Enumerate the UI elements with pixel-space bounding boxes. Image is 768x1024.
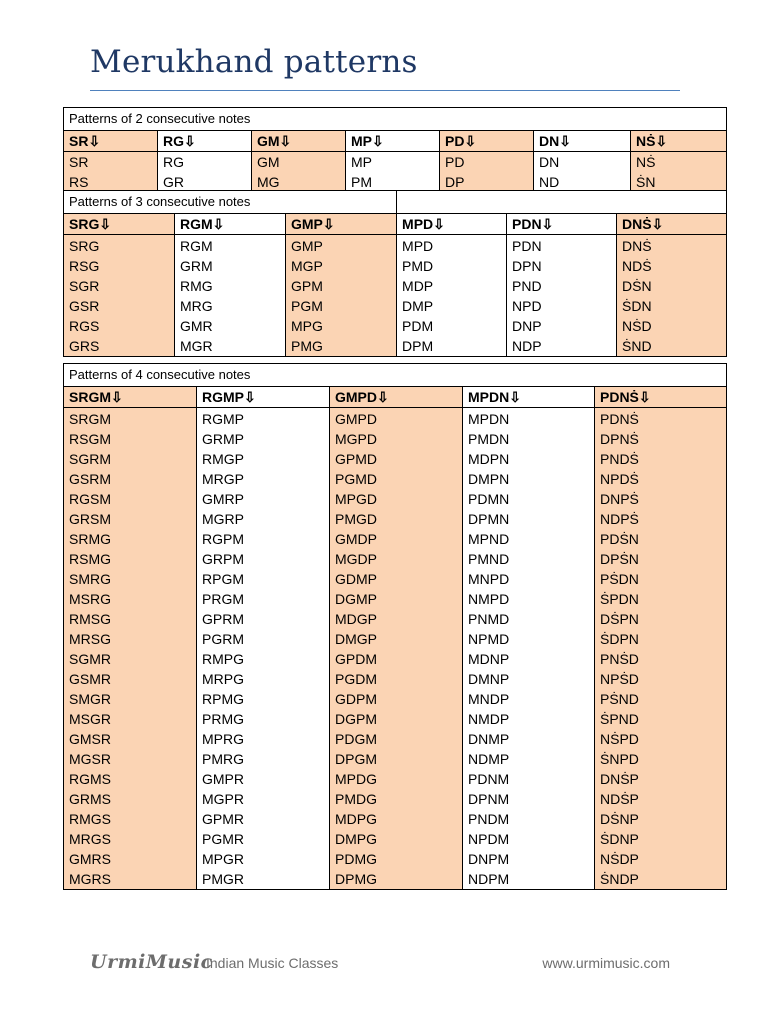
pattern-cell: GRS [69, 338, 100, 354]
pattern-cell: MGDP [335, 551, 377, 567]
pattern-cell: GRSM [69, 511, 111, 527]
pattern-column [534, 152, 631, 193]
pattern-cell: PDGM [335, 731, 377, 747]
pattern-cell: DN [539, 154, 560, 170]
pattern-cell: ṠN [636, 174, 656, 190]
pattern-cell: DNṠP [600, 771, 639, 787]
pattern-cell: MRG [180, 298, 213, 314]
pattern-cell: MRGS [69, 831, 111, 847]
pattern-cell: PMRG [202, 751, 244, 767]
pattern-cell: RG [163, 154, 184, 170]
pattern-cell: GDPM [335, 691, 377, 707]
column-header: RGM⇩ [175, 214, 286, 235]
column-header: RGMP⇩ [197, 387, 330, 408]
pattern-cell: DṠPN [600, 611, 639, 627]
pattern-column [440, 152, 534, 193]
pattern-cell: GSMR [69, 671, 111, 687]
pattern-cell: GR [163, 174, 184, 190]
pattern-column [595, 408, 727, 890]
pattern-cell: SMGR [69, 691, 111, 707]
pattern-cell: DPMG [335, 871, 377, 887]
pattern-cell: MGP [291, 258, 323, 274]
pattern-cell: PRGM [202, 591, 244, 607]
pattern-column [286, 235, 397, 357]
pattern-cell: PNMD [468, 611, 510, 627]
pattern-cell: GMPD [335, 411, 377, 427]
pattern-cell: PDNM [468, 771, 510, 787]
pattern-cell: DP [445, 174, 465, 190]
pattern-cell: DMNP [468, 671, 510, 687]
pattern-cell: ṠNDP [600, 871, 639, 887]
pattern-cell: GMP [291, 238, 323, 254]
pattern-cell: DṠN [622, 278, 652, 294]
pattern-cell: PGM [291, 298, 323, 314]
pattern-cell: MPDG [335, 771, 377, 787]
table-caption: Patterns of 4 consecutive notes [64, 364, 727, 387]
column-header: SRG⇩ [64, 214, 175, 235]
pattern-cell: NDMP [468, 751, 510, 767]
pattern-cell: MRGP [202, 471, 244, 487]
pattern-cell: GSRM [69, 471, 111, 487]
pattern-cell: NDṠP [600, 791, 639, 807]
pattern-cell: PGMR [202, 831, 244, 847]
pattern-cell: PDM [402, 318, 434, 334]
pattern-cell: RS [69, 174, 89, 190]
pattern-cell: PGDM [335, 671, 377, 687]
pattern-column [330, 408, 463, 890]
pattern-cell: PDNṠ [600, 411, 639, 427]
pattern-cell: NDPṠ [600, 511, 639, 527]
pattern-column [631, 152, 727, 193]
pattern-cell: ṠPDN [600, 591, 639, 607]
pattern-cell: GMRS [69, 851, 111, 867]
table-caption: Patterns of 3 consecutive notes [64, 191, 397, 214]
pattern-cell: RGM [180, 238, 213, 254]
pattern-cell: RGMP [202, 411, 244, 427]
pattern-cell: SRGM [69, 411, 111, 427]
pattern-column [617, 235, 727, 357]
pattern-cell: MGRP [202, 511, 244, 527]
pattern-cell: NṠDP [600, 851, 639, 867]
pattern-column [64, 408, 197, 890]
pattern-cell: ṠDNP [600, 831, 639, 847]
pattern-cell: DGPM [335, 711, 377, 727]
pattern-cell: DPM [402, 338, 434, 354]
pattern-cell: RMG [180, 278, 213, 294]
pattern-cell: PDṠN [600, 531, 639, 547]
pattern-cell: NDṠ [622, 258, 652, 274]
pattern-column [158, 152, 252, 193]
pattern-cell: DGMP [335, 591, 377, 607]
pattern-cell: PNDM [468, 811, 510, 827]
pattern-cell: MPND [468, 531, 510, 547]
pattern-column [346, 152, 440, 193]
column-header: SR⇩ [64, 131, 158, 152]
pattern-column [175, 235, 286, 357]
pattern-cell: DPNṠ [600, 431, 639, 447]
page-title: Merukhand patterns [90, 44, 418, 80]
pattern-cell: DPMN [468, 511, 510, 527]
pattern-cell: GDMP [335, 571, 377, 587]
pattern-cell: MNPD [468, 571, 510, 587]
pattern-cell: MRPG [202, 671, 244, 687]
column-header: PDNṠ⇩ [595, 387, 727, 408]
pattern-column [252, 152, 346, 193]
pattern-cell: RPGM [202, 571, 244, 587]
pattern-cell: RSG [69, 258, 100, 274]
pattern-cell: GSR [69, 298, 100, 314]
pattern-cell: NPDM [468, 831, 510, 847]
pattern-cell: MPGR [202, 851, 244, 867]
pattern-cell: NṠ [636, 154, 656, 170]
pattern-cell: DPNM [468, 791, 510, 807]
pattern-cell: ṠPND [600, 711, 639, 727]
pattern-cell: DMPG [335, 831, 377, 847]
column-header: MP⇩ [346, 131, 440, 152]
pattern-cell: PD [445, 154, 465, 170]
column-header: PD⇩ [440, 131, 534, 152]
pattern-cell: RSGM [69, 431, 111, 447]
pattern-cell: MSRG [69, 591, 111, 607]
pattern-cell: PGMD [335, 471, 377, 487]
pattern-cell: RMGP [202, 451, 244, 467]
pattern-cell: DNPṠ [600, 491, 639, 507]
pattern-cell: DMPN [468, 471, 510, 487]
pattern-cell: NMDP [468, 711, 510, 727]
pattern-cell: DPN [512, 258, 542, 274]
pattern-cell: MGR [180, 338, 213, 354]
pattern-cell: MG [257, 174, 280, 190]
pattern-cell: PNṠD [600, 651, 639, 667]
pattern-cell: MGRS [69, 871, 111, 887]
pattern-cell: GM [257, 154, 280, 170]
pattern-cell: SGMR [69, 651, 111, 667]
pattern-cell: PNDṠ [600, 451, 639, 467]
pattern-cell: MPRG [202, 731, 244, 747]
pattern-cell: DNMP [468, 731, 510, 747]
pattern-cell: MPD [402, 238, 434, 254]
pattern-cell: NṠD [622, 318, 652, 334]
pattern-cell: DNPM [468, 851, 510, 867]
pattern-cell: DṠNP [600, 811, 639, 827]
pattern-cell: NṠPD [600, 731, 639, 747]
pattern-cell: RGSM [69, 491, 111, 507]
pattern-cell: GMPR [202, 771, 244, 787]
column-header: RG⇩ [158, 131, 252, 152]
pattern-cell: DPGM [335, 751, 377, 767]
pattern-cell: PMG [291, 338, 323, 354]
footer-subtitle: Indian Music Classes [206, 955, 339, 971]
pattern-cell: DPṠN [600, 551, 639, 567]
pattern-cell: DNṠ [622, 238, 652, 254]
pattern-cell: GRMP [202, 431, 244, 447]
column-header: PDN⇩ [507, 214, 617, 235]
title-divider [90, 90, 680, 91]
pattern-cell: MP [351, 154, 372, 170]
pattern-cell: MNDP [468, 691, 510, 707]
pattern-cell: MGSR [69, 751, 111, 767]
column-header: GMPD⇩ [330, 387, 463, 408]
pattern-cell: SRMG [69, 531, 111, 547]
pattern-cell: PṠND [600, 691, 639, 707]
pattern-cell: GPMD [335, 451, 377, 467]
pattern-cell: RSMG [69, 551, 111, 567]
pattern-cell: PM [351, 174, 372, 190]
pattern-column [197, 408, 330, 890]
pattern-cell: ṠDPN [600, 631, 639, 647]
column-header: MPD⇩ [397, 214, 507, 235]
pattern-cell: PMDG [335, 791, 377, 807]
column-header: MPDN⇩ [463, 387, 595, 408]
two-note-pattern-table [63, 107, 727, 193]
pattern-cell: NPMD [468, 631, 510, 647]
pattern-cell: NDP [512, 338, 542, 354]
pattern-cell: GRMS [69, 791, 111, 807]
pattern-cell: SGR [69, 278, 100, 294]
pattern-cell: PMDN [468, 431, 510, 447]
pattern-cell: GRM [180, 258, 213, 274]
pattern-column [397, 235, 507, 357]
pattern-cell: DNP [512, 318, 542, 334]
pattern-cell: RGPM [202, 531, 244, 547]
pattern-cell: RMSG [69, 611, 111, 627]
pattern-cell: RGMS [69, 771, 111, 787]
pattern-cell: ṠNPD [600, 751, 639, 767]
three-note-pattern-table [63, 190, 727, 357]
pattern-cell: NPDṠ [600, 471, 639, 487]
pattern-cell: GMDP [335, 531, 377, 547]
brand-logo: UrmiMusic [90, 951, 213, 973]
pattern-cell: MDP [402, 278, 434, 294]
pattern-cell: GMR [180, 318, 213, 334]
pattern-column [64, 152, 158, 193]
pattern-cell: MPDN [468, 411, 510, 427]
pattern-cell: PMGR [202, 871, 244, 887]
pattern-cell: ṠDN [622, 298, 652, 314]
pattern-cell: NPṠD [600, 671, 639, 687]
pattern-cell: SMRG [69, 571, 111, 587]
column-header: SRGM⇩ [64, 387, 197, 408]
pattern-cell: MDNP [468, 651, 510, 667]
four-note-pattern-table [63, 363, 727, 890]
pattern-cell: MGPR [202, 791, 244, 807]
pattern-cell: RGS [69, 318, 100, 334]
pattern-cell: MRSG [69, 631, 111, 647]
pattern-cell: PDN [512, 238, 542, 254]
pattern-column [64, 235, 175, 357]
pattern-cell: ṠND [622, 338, 652, 354]
pattern-cell: SR [69, 154, 89, 170]
pattern-cell: PGRM [202, 631, 244, 647]
pattern-cell: MDPN [468, 451, 510, 467]
pattern-cell: GPDM [335, 651, 377, 667]
pattern-cell: MDGP [335, 611, 377, 627]
table-caption-blank [397, 191, 727, 214]
pattern-cell: RMGS [69, 811, 111, 827]
column-header: DNṠ⇩ [617, 214, 727, 235]
pattern-cell: PMGD [335, 511, 377, 527]
pattern-cell: DMP [402, 298, 434, 314]
pattern-cell: PRMG [202, 711, 244, 727]
pattern-column [463, 408, 595, 890]
pattern-cell: PMND [468, 551, 510, 567]
pattern-cell: SRG [69, 238, 100, 254]
pattern-cell: DMGP [335, 631, 377, 647]
pattern-cell: MPGD [335, 491, 377, 507]
pattern-cell: NDPM [468, 871, 510, 887]
column-header: NṠ⇩ [631, 131, 727, 152]
pattern-cell: SGRM [69, 451, 111, 467]
table-caption: Patterns of 2 consecutive notes [64, 108, 727, 131]
pattern-cell: PṠDN [600, 571, 639, 587]
pattern-cell: GPMR [202, 811, 244, 827]
pattern-cell: PDMN [468, 491, 510, 507]
pattern-cell: GMSR [69, 731, 111, 747]
pattern-cell: GPRM [202, 611, 244, 627]
pattern-cell: PDMG [335, 851, 377, 867]
pattern-cell: GRPM [202, 551, 244, 567]
pattern-column [507, 235, 617, 357]
column-header: DN⇩ [534, 131, 631, 152]
pattern-cell: MGPD [335, 431, 377, 447]
pattern-cell: GPM [291, 278, 323, 294]
pattern-cell: MSGR [69, 711, 111, 727]
pattern-cell: PMD [402, 258, 434, 274]
pattern-cell: NPD [512, 298, 542, 314]
pattern-cell: ND [539, 174, 560, 190]
pattern-cell: NMPD [468, 591, 510, 607]
column-header: GMP⇩ [286, 214, 397, 235]
pattern-cell: MPG [291, 318, 323, 334]
pattern-cell: PND [512, 278, 542, 294]
pattern-cell: GMRP [202, 491, 244, 507]
pattern-cell: MDPG [335, 811, 377, 827]
pattern-cell: RMPG [202, 651, 244, 667]
footer-url: www.urmimusic.com [542, 955, 670, 971]
pattern-cell: RPMG [202, 691, 244, 707]
column-header: GM⇩ [252, 131, 346, 152]
